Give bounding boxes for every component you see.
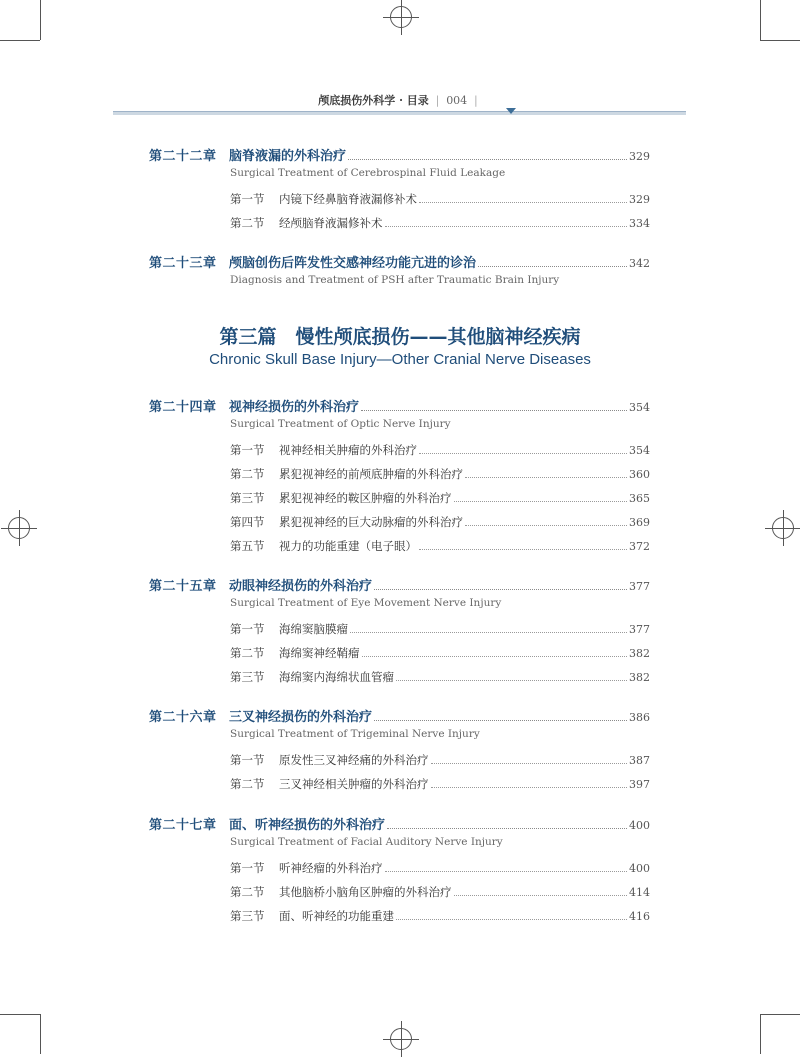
section-page: 372	[629, 540, 650, 553]
section-number: 第五节	[230, 539, 265, 553]
section-number: 第二节	[230, 885, 265, 899]
chapter-number: 第二十三章	[149, 256, 217, 271]
chapter-page: 386	[629, 711, 650, 724]
dot-leader	[419, 453, 627, 454]
chapter-heading[interactable]	[149, 145, 650, 163]
chapter-heading[interactable]	[149, 814, 650, 832]
section-list	[149, 191, 650, 239]
dot-leader	[431, 763, 628, 764]
section-number: 第一节	[230, 443, 265, 457]
header-marker	[506, 108, 516, 114]
dot-leader	[419, 202, 627, 203]
section-title: 累犯视神经的巨大动脉瘤的外科治疗	[279, 515, 463, 529]
registration-mark	[8, 517, 30, 539]
dot-leader	[385, 871, 628, 872]
chapter-title: 三叉神经损伤的外科治疗	[229, 710, 373, 725]
chapter-title: 视神经损伤的外科治疗	[229, 400, 360, 415]
header-section: 目录	[406, 94, 429, 107]
page-number: 004	[446, 94, 468, 107]
toc-chapter[interactable]	[149, 396, 650, 562]
dot-leader	[396, 919, 627, 920]
toc-chapter[interactable]	[149, 575, 650, 693]
dot-leader	[374, 720, 627, 721]
section-page: 369	[629, 516, 650, 529]
section-title: 经颅脑脊液漏修补术	[279, 216, 383, 230]
toc-chapter[interactable]	[149, 252, 650, 288]
section-list	[149, 752, 650, 800]
chapter-title: 动眼神经损伤的外科治疗	[229, 579, 373, 594]
chapter-number: 第二十四章	[149, 400, 217, 415]
toc-section[interactable]	[230, 621, 650, 645]
section-title: 海绵窦内海绵状血管瘤	[279, 670, 394, 684]
section-title: 视神经相关肿瘤的外科治疗	[279, 443, 417, 457]
toc-section[interactable]	[230, 466, 650, 490]
dot-leader	[387, 828, 627, 829]
chapter-page: 342	[629, 257, 650, 270]
toc-section[interactable]	[230, 191, 650, 215]
toc-chapter[interactable]	[149, 814, 650, 932]
section-number: 第四节	[230, 515, 265, 529]
section-number: 第一节	[230, 861, 265, 875]
section-title: 海绵窦脑膜瘤	[279, 622, 348, 636]
chapter-title: 面、听神经损伤的外科治疗	[229, 818, 386, 833]
chapter-title-en: Surgical Treatment of Facial Auditory Nerve Injury	[230, 836, 503, 848]
chapter-number: 第二十二章	[149, 149, 217, 164]
dot-leader	[419, 549, 627, 550]
crop-mark	[40, 0, 41, 40]
toc-section[interactable]	[230, 645, 650, 669]
section-title: 海绵窦神经鞘瘤	[279, 646, 360, 660]
section-page: 400	[629, 862, 650, 875]
chapter-number: 第二十七章	[149, 818, 217, 833]
section-number: 第二节	[230, 216, 265, 230]
dot-leader	[454, 895, 628, 896]
toc-section[interactable]	[230, 442, 650, 466]
section-page: 397	[629, 778, 650, 791]
toc-section[interactable]	[230, 669, 650, 693]
section-number: 第一节	[230, 192, 265, 206]
section-list	[149, 621, 650, 693]
registration-mark	[772, 517, 794, 539]
crop-mark	[0, 40, 40, 41]
section-page: 354	[629, 444, 650, 457]
toc-chapter[interactable]	[149, 706, 650, 800]
section-title: 原发性三叉神经痛的外科治疗	[279, 753, 429, 767]
chapter-page: 377	[629, 580, 650, 593]
section-title: 听神经瘤的外科治疗	[279, 861, 383, 875]
section-page: 360	[629, 468, 650, 481]
section-number: 第三节	[230, 909, 265, 923]
chapter-heading[interactable]	[149, 706, 650, 724]
section-number: 第一节	[230, 753, 265, 767]
header-separator: |	[435, 94, 440, 107]
section-title: 视力的功能重建（电子眼）	[279, 539, 417, 553]
toc-section[interactable]	[230, 752, 650, 776]
chapter-page: 329	[629, 150, 650, 163]
chapter-title-en: Surgical Treatment of Trigeminal Nerve Injury	[230, 728, 480, 740]
dot-leader	[454, 501, 628, 502]
toc-section[interactable]	[230, 884, 650, 908]
section-page: 377	[629, 623, 650, 636]
header-title	[113, 92, 686, 108]
chapter-title-en: Diagnosis and Treatment of PSH after Traumatic Brain Injury	[230, 274, 560, 286]
toc-section[interactable]	[230, 490, 650, 514]
dot-leader	[465, 525, 627, 526]
chapter-heading[interactable]	[149, 575, 650, 593]
section-title: 累犯视神经的前颅底肿瘤的外科治疗	[279, 467, 463, 481]
dot-leader	[478, 266, 627, 267]
page-header	[113, 92, 686, 122]
header-rule	[113, 111, 686, 115]
section-title: 其他脑桥小脑角区肿瘤的外科治疗	[279, 885, 452, 899]
section-page: 387	[629, 754, 650, 767]
section-title: 内镜下经鼻脑脊液漏修补术	[279, 192, 417, 206]
section-page: 329	[629, 193, 650, 206]
registration-mark	[390, 1028, 412, 1050]
toc-chapter[interactable]	[149, 145, 650, 239]
chapter-page: 400	[629, 819, 650, 832]
toc-section[interactable]	[230, 514, 650, 538]
section-title: 累犯视神经的鞍区肿瘤的外科治疗	[279, 491, 452, 505]
header-separator: |	[474, 94, 478, 107]
crop-mark	[760, 1014, 800, 1015]
section-number: 第二节	[230, 777, 265, 791]
section-page: 382	[629, 671, 650, 684]
section-page: 365	[629, 492, 650, 505]
section-number: 第二节	[230, 646, 265, 660]
crop-mark	[760, 1014, 761, 1054]
chapter-number: 第二十五章	[149, 579, 217, 594]
section-page: 382	[629, 647, 650, 660]
section-page: 416	[629, 910, 650, 923]
dot-leader	[431, 787, 628, 788]
section-number: 第一节	[230, 622, 265, 636]
chapter-heading[interactable]	[149, 252, 650, 270]
section-number: 第三节	[230, 670, 265, 684]
dot-leader	[374, 589, 627, 590]
crop-mark	[40, 1014, 41, 1054]
section-number: 第二节	[230, 467, 265, 481]
dot-leader	[348, 159, 627, 160]
section-number: 第三节	[230, 491, 265, 505]
chapter-title-en: Surgical Treatment of Cerebrospinal Fluid Leakage	[230, 167, 506, 179]
crop-mark	[0, 1014, 40, 1015]
registration-mark	[390, 6, 412, 28]
toc-section[interactable]	[230, 860, 650, 884]
dot-leader	[350, 632, 627, 633]
chapter-page: 354	[629, 401, 650, 414]
section-title: 面、听神经的功能重建	[279, 909, 394, 923]
dot-leader	[385, 226, 628, 227]
part-heading	[0, 322, 800, 368]
toc-section[interactable]	[230, 908, 650, 932]
section-title: 三叉神经相关肿瘤的外科治疗	[279, 777, 429, 791]
chapter-title-en: Surgical Treatment of Eye Movement Nerve Injury	[230, 597, 502, 609]
book-title: 颅底损伤外科学	[318, 94, 396, 107]
part-title-en: Chronic Skull Base Injury—Other Cranial Nerve Diseases	[209, 351, 591, 368]
chapter-title: 脑脊液漏的外科治疗	[229, 149, 347, 164]
toc-section[interactable]	[230, 776, 650, 800]
crop-mark	[760, 0, 761, 40]
chapter-title: 颅脑创伤后阵发性交感神经功能亢进的诊治	[229, 256, 477, 271]
section-list	[149, 442, 650, 562]
section-page: 414	[629, 886, 650, 899]
dot-leader	[362, 656, 628, 657]
part-title: 第三篇 慢性颅底损伤——其他脑神经疾病	[219, 326, 581, 348]
dot-leader	[396, 680, 627, 681]
section-page: 334	[629, 217, 650, 230]
toc-section[interactable]	[230, 538, 650, 562]
dot-leader	[465, 477, 627, 478]
chapter-number: 第二十六章	[149, 710, 217, 725]
dot-leader	[361, 410, 627, 411]
toc-section[interactable]	[230, 215, 650, 239]
chapter-heading[interactable]	[149, 396, 650, 414]
crop-mark	[760, 40, 800, 41]
chapter-title-en: Surgical Treatment of Optic Nerve Injury	[230, 418, 451, 430]
header-dot: ·	[399, 94, 403, 107]
section-list	[149, 860, 650, 932]
